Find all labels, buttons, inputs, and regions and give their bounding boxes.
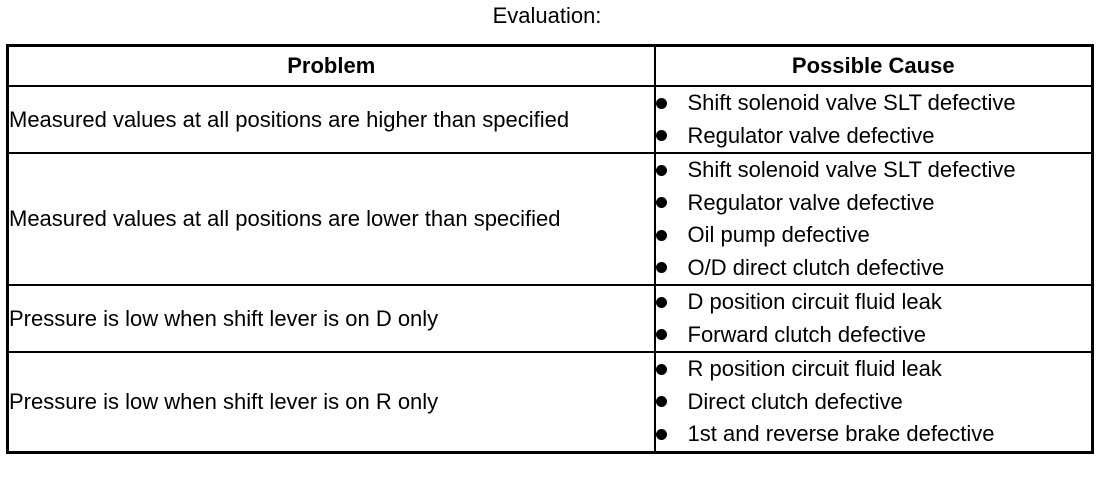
cause-cell (655, 86, 1093, 153)
cause-item (656, 386, 1092, 419)
table-row (8, 153, 1093, 285)
evaluation-heading: Evaluation: (492, 3, 602, 28)
problem-column-header: Problem (8, 46, 655, 87)
bullet-icon (656, 429, 667, 440)
cause-text: O/D direct clutch defective (687, 254, 945, 280)
table-header-row (8, 46, 1093, 87)
evaluation-table (6, 44, 1094, 454)
problem-cell: Measured values at all positions are higher than specified (8, 86, 655, 153)
cause-cell (655, 352, 1093, 452)
cause-cell (655, 153, 1093, 285)
cause-list (656, 286, 1092, 351)
cause-item (656, 319, 1092, 352)
bullet-icon (656, 297, 667, 308)
bullet-icon (656, 329, 667, 340)
bullet-icon (656, 364, 667, 375)
cause-text: 1st and reverse brake defective (687, 421, 995, 447)
possible-cause-column-header: Possible Cause (655, 46, 1093, 87)
bullet-icon (656, 396, 667, 407)
problem-cell: Pressure is low when shift lever is on R only (8, 352, 655, 452)
cause-item (656, 286, 1092, 319)
cause-item (656, 120, 1092, 153)
bullet-icon (656, 230, 667, 241)
cause-text: Shift solenoid valve SLT defective (687, 90, 1016, 116)
table-row (8, 285, 1093, 352)
cause-text: Oil pump defective (687, 222, 870, 248)
cause-item (656, 187, 1092, 220)
table-row (8, 86, 1093, 153)
cause-text: Regulator valve defective (687, 122, 935, 148)
bullet-icon (656, 98, 667, 109)
cause-item (656, 252, 1092, 285)
cause-text: Regulator valve defective (687, 189, 935, 215)
table-row (8, 352, 1093, 452)
cause-item (656, 219, 1092, 252)
bullet-icon (656, 197, 667, 208)
cause-text: Direct clutch defective (687, 388, 903, 414)
cause-text: R position circuit fluid leak (687, 356, 942, 382)
problem-cell: Measured values at all positions are lower than specified (8, 153, 655, 285)
cause-text: Forward clutch defective (687, 321, 926, 347)
bullet-icon (656, 262, 667, 273)
cause-item (656, 87, 1092, 120)
cause-item (656, 154, 1092, 187)
bullet-icon (656, 130, 667, 141)
cause-cell (655, 285, 1093, 352)
cause-list (656, 87, 1092, 152)
problem-cell: Pressure is low when shift lever is on D only (8, 285, 655, 352)
cause-text: Shift solenoid valve SLT defective (687, 157, 1016, 183)
bullet-icon (656, 165, 667, 176)
cause-text: D position circuit fluid leak (687, 289, 942, 315)
cause-list (656, 154, 1092, 284)
cause-item (656, 418, 1092, 451)
cause-list (656, 353, 1092, 451)
cause-item (656, 353, 1092, 386)
